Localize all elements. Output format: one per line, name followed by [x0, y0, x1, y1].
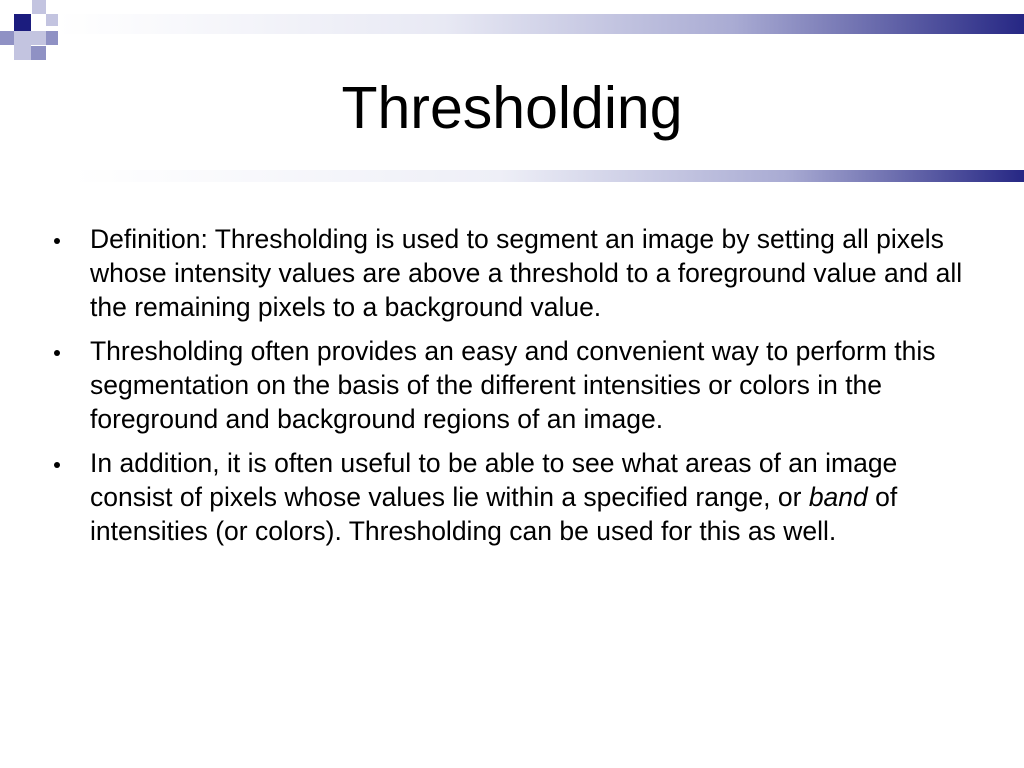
bullet-item-band	[46, 446, 980, 548]
bullet-text-emphasis: band	[808, 482, 868, 512]
decor-square	[14, 31, 31, 45]
bullet-item-convenience	[46, 334, 980, 436]
bullet-dot-icon	[54, 462, 60, 468]
bullet-item-definition	[46, 222, 980, 324]
decor-square	[14, 45, 31, 60]
decor-square	[31, 46, 46, 60]
decor-square	[32, 0, 46, 14]
bullet-dot-icon	[54, 350, 60, 356]
decor-square	[46, 14, 58, 26]
decor-square	[31, 31, 46, 45]
decor-square	[46, 31, 58, 45]
bullet-dot-icon	[54, 238, 60, 244]
bullet-text-before: In addition, it is often useful to be able to see what areas of an image consist of pixels whose values lie within a specified range, or	[90, 448, 898, 512]
bullet-list	[46, 222, 980, 558]
decor-square	[14, 14, 31, 31]
bullet-text: Thresholding often provides an easy and convenient way to perform this segmentation on the basis of the different intensities or colors in the foreground and background regions of an image.	[90, 336, 936, 434]
bullet-text-after: of intensities (or colors). Thresholding can be used for this as well.	[90, 482, 898, 546]
decor-square	[0, 31, 14, 45]
title-gradient-rule	[72, 170, 1024, 182]
slide-title: Thresholding	[341, 75, 683, 141]
bullet-text: Definition: Thresholding is used to segment an image by setting all pixels whose intensity values are above a threshold to a foreground value and all the remaining pixels to a background value.	[90, 224, 963, 322]
header-gradient-bar	[58, 14, 1024, 34]
